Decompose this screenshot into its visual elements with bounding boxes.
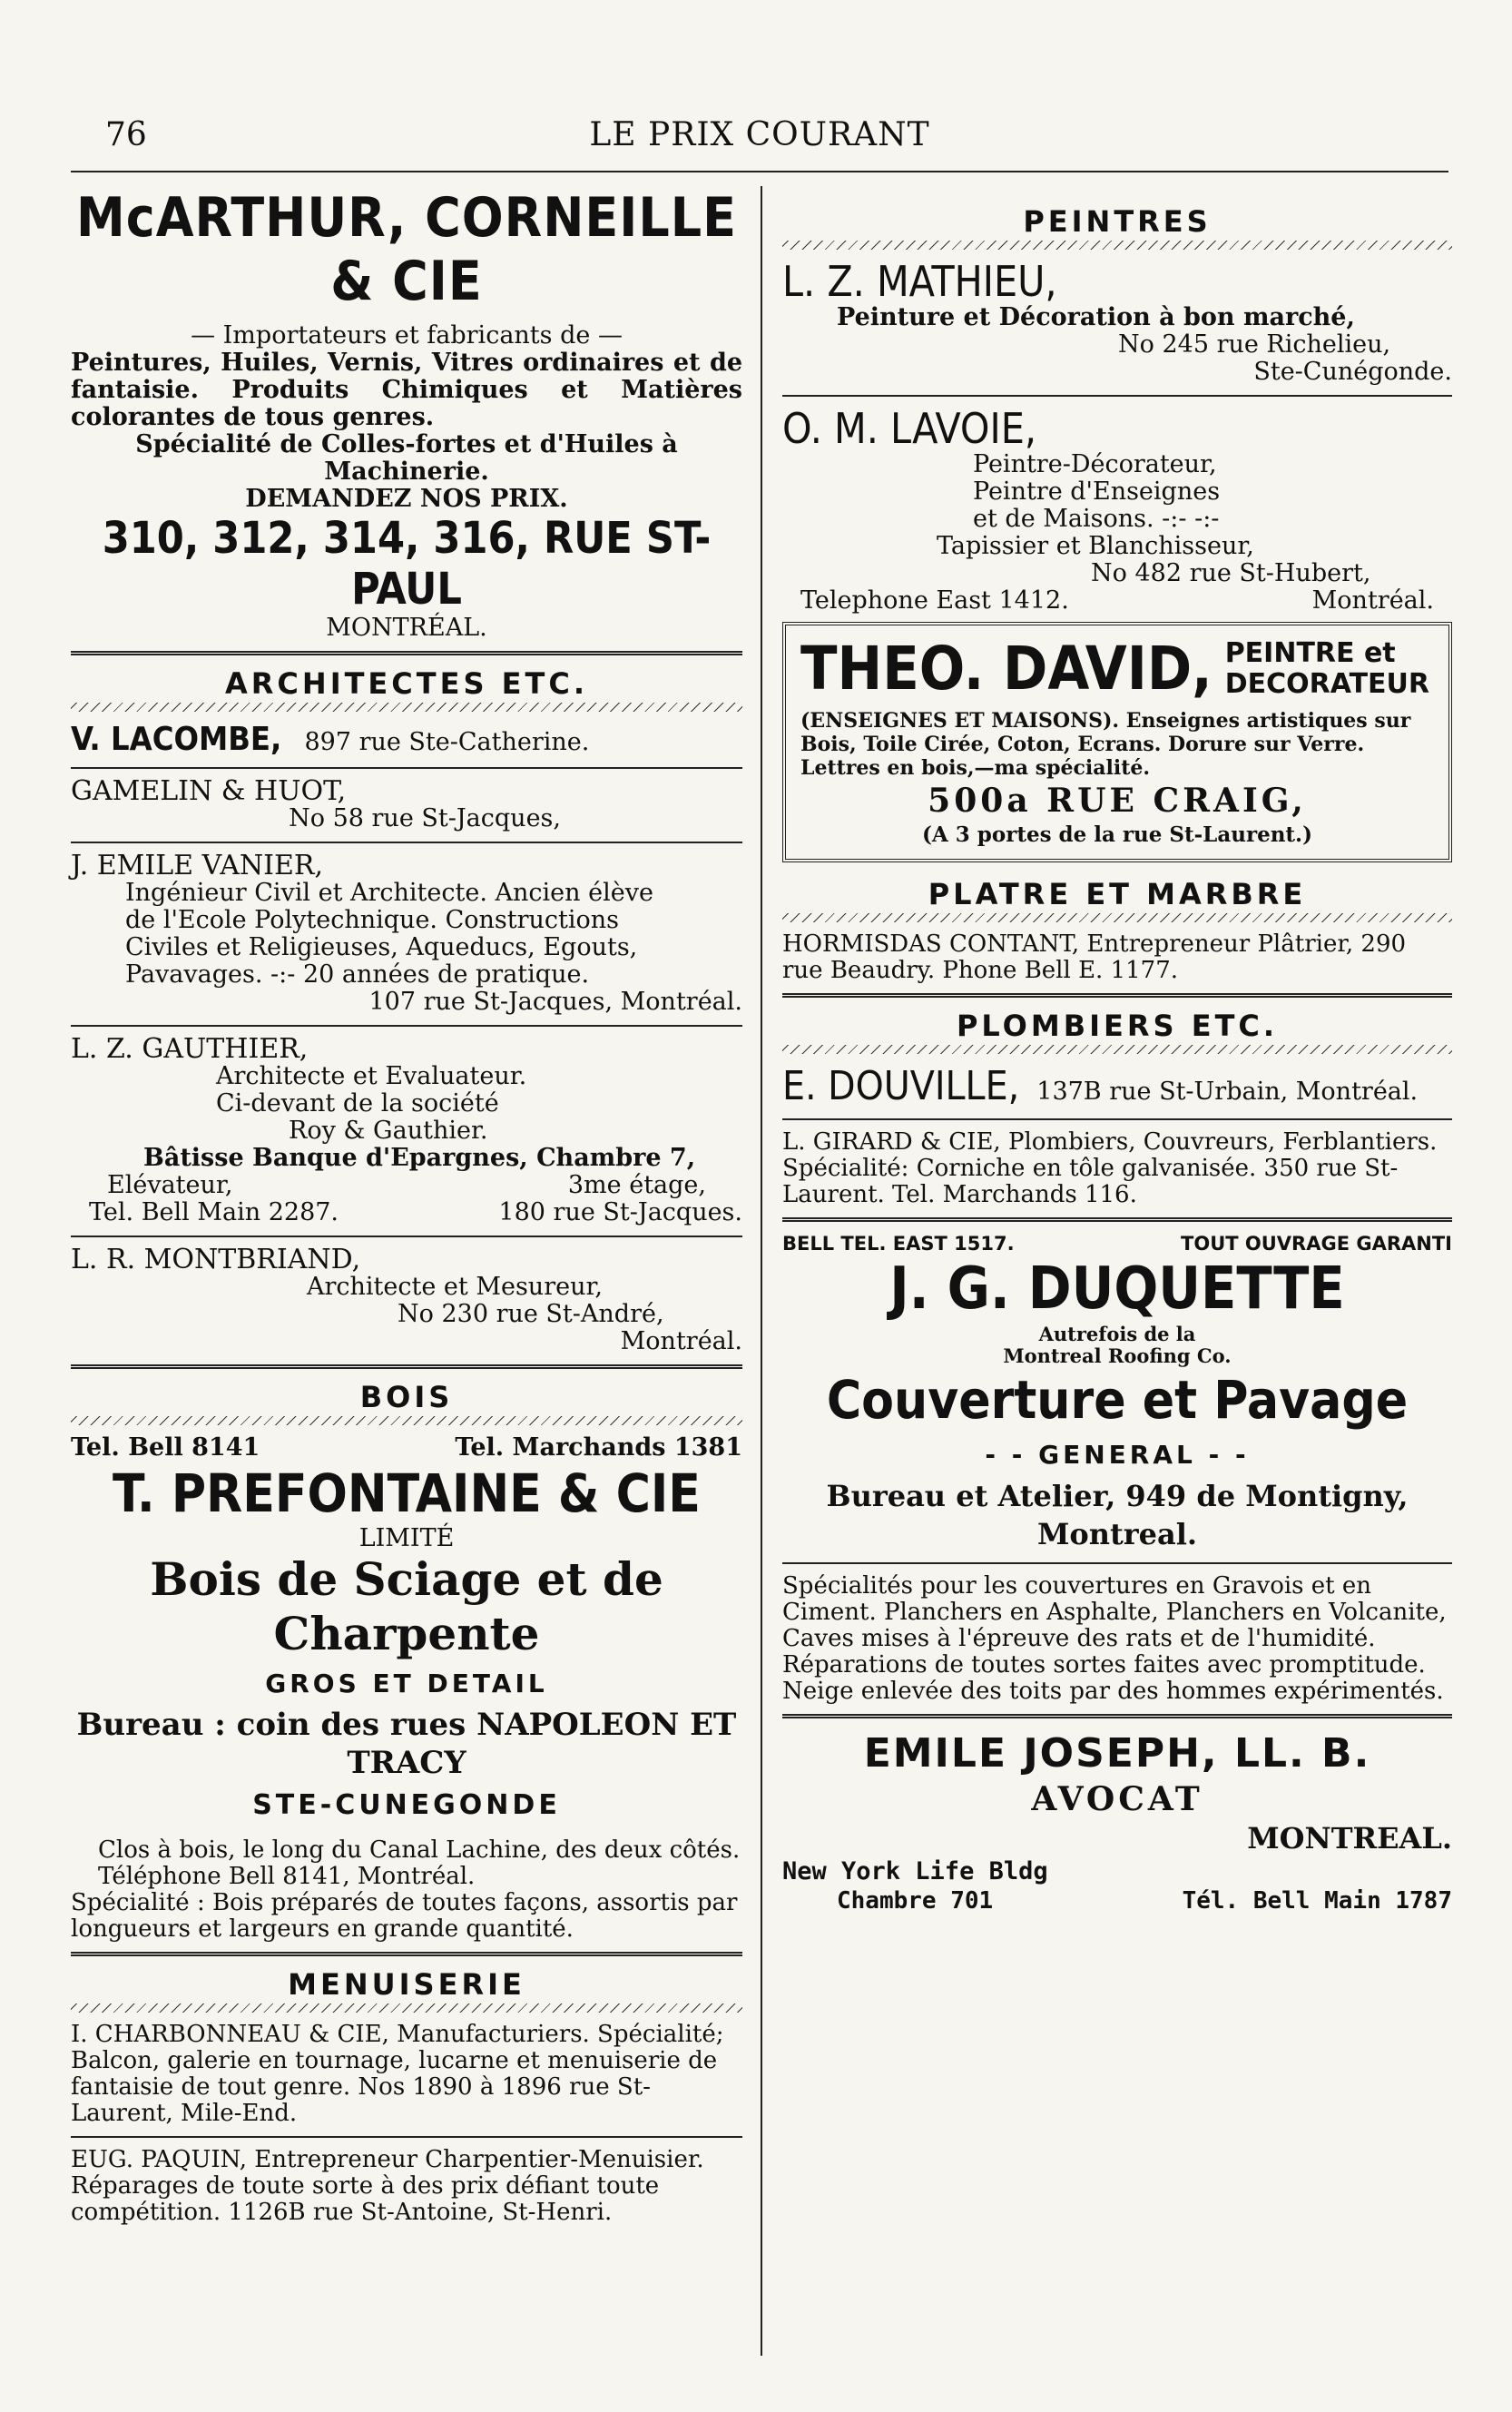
prefontaine-bureau: Bureau : coin des rues NAPOLEON ET TRACY xyxy=(76,1707,737,1781)
lavoie-line1: Peintre-Décorateur, xyxy=(973,450,1217,478)
lavoie-telephone: Telephone East 1412. xyxy=(800,586,1069,615)
david-role1: PEINTRE et xyxy=(1224,637,1396,669)
mcarthur-ask: DEMANDEZ NOS PRIX. xyxy=(245,485,568,513)
joseph-tel: Tél. Bell Main 1787 xyxy=(1182,1887,1452,1915)
rule xyxy=(782,395,1452,397)
rule xyxy=(782,1118,1452,1120)
duquette-header xyxy=(782,1233,1452,1255)
mcarthur-specialty: Spécialité de Colles-fortes et d'Huiles à Machinerie. xyxy=(135,430,678,486)
duquette-tel: BELL TEL. EAST 1517. xyxy=(782,1233,1015,1255)
duquette-couverture: Couverture et Pavage xyxy=(826,1369,1409,1431)
gauthier-line5a: Elévateur, xyxy=(107,1171,233,1199)
montbriand-name: L. R. MONTBRIAND, xyxy=(71,1244,361,1275)
rule xyxy=(71,1952,742,1958)
gauthier-ad xyxy=(71,1033,742,1226)
lavoie-city: Montréal. xyxy=(1311,586,1434,615)
gauthier-name: L. Z. GAUTHIER, xyxy=(71,1033,309,1065)
mathieu-line3: Ste-Cunégonde. xyxy=(1253,358,1452,386)
rule xyxy=(71,1236,742,1237)
duquette-ad xyxy=(782,1233,1452,1705)
rule xyxy=(782,1714,1452,1720)
mcarthur-tagline: — Importateurs et fabricants de — xyxy=(191,321,623,349)
duquette-name: J. G. DUQUETTE xyxy=(889,1255,1345,1323)
girard-ad: L. GIRARD & CIE, Plombiers, Couvreurs, Ferblantiers. Spécialité: Corniche en tôle galvanisée. 350 rue St-Laurent. Tel. Marchands 116. xyxy=(782,1128,1438,1208)
vanier-name: J. EMILE VANIER, xyxy=(71,850,324,881)
mcarthur-ad xyxy=(71,186,742,642)
duquette-bureau: Bureau et Atelier, 949 de Montigny, Montreal. xyxy=(826,1479,1409,1551)
wavy-rule xyxy=(782,1045,1452,1054)
david-roles xyxy=(1225,638,1429,700)
gamelin-address: No 58 rue St-Jacques, xyxy=(289,804,561,832)
prefontaine-bois: Bois de Sciage et de Charpente xyxy=(150,1552,663,1660)
section-bois: BOIS xyxy=(359,1380,454,1414)
duquette-garanti: TOUT OUVRAGE GARANTI xyxy=(1181,1233,1452,1255)
rule xyxy=(71,2136,742,2138)
right-column xyxy=(782,186,1452,2367)
wavy-rule xyxy=(71,2003,742,2013)
david-role2: DECORATEUR xyxy=(1224,668,1430,700)
left-column xyxy=(71,186,742,2367)
rule xyxy=(71,1364,742,1371)
david-note: (A 3 portes de la rue St-Laurent.) xyxy=(922,822,1312,847)
duquette-general: - - GENERAL - - xyxy=(985,1440,1250,1470)
montbriand-line2: No 230 rue St-André, xyxy=(398,1300,664,1328)
mcarthur-address: 310, 312, 314, 316, RUE ST-PAUL xyxy=(102,513,712,615)
duquette-p3: Neige enlevée des toits par des hommes expérimentés. xyxy=(782,1678,1444,1705)
gamelin-ad xyxy=(71,775,742,832)
prefontaine-ste: STE-CUNEGONDE xyxy=(252,1789,561,1821)
section-peintres: PEINTRES xyxy=(1023,204,1212,239)
prefontaine-name: T. PREFONTAINE & CIE xyxy=(113,1462,701,1524)
joseph-footer xyxy=(782,1887,1452,1915)
contant-ad: HORMISDAS CONTANT, Entrepreneur Plâtrier, 290 rue Beaudry. Phone Bell E. 1177. xyxy=(782,930,1407,984)
lavoie-line3: et de Maisons. -:- -:- xyxy=(973,505,1220,533)
rule xyxy=(71,767,742,769)
david-ad-box xyxy=(782,622,1452,862)
prefontaine-limite: LIMITÉ xyxy=(358,1524,455,1552)
prefontaine-gros: GROS ET DETAIL xyxy=(265,1669,548,1698)
joseph-ad xyxy=(782,1729,1452,1915)
section-menuiserie: MENUISERIE xyxy=(288,1967,525,2002)
wavy-rule xyxy=(71,1416,742,1425)
douville-name: E. DOUVILLE, xyxy=(782,1063,1020,1109)
gauthier-line6b: 180 rue St-Jacques. xyxy=(498,1198,742,1226)
gauthier-line3: Roy & Gauthier. xyxy=(289,1117,488,1145)
gauthier-line6a: Tel. Bell Main 2287. xyxy=(89,1198,339,1226)
duquette-p1: Spécialités pour les couvertures en Gravois et en Ciment. Planchers en Asphalte, Planchers en Volcanite, Caves mises à l'épreuve des rats et de l'humidité. xyxy=(782,1572,1447,1652)
duquette-autrefois: Autrefois de la xyxy=(1038,1323,1196,1345)
duquette-p2: Réparations de toutes sortes faites avec promptitude. xyxy=(782,1651,1426,1679)
section-platre: PLATRE ET MARBRE xyxy=(928,877,1307,911)
column-divider xyxy=(761,186,762,2356)
prefontaine-spec: Spécialité : Bois préparés de toutes façons, assortis par longueurs et largeurs en grande quantité. xyxy=(71,1889,738,1943)
gamelin-name: GAMELIN & HUOT, xyxy=(71,775,347,807)
section-plombiers: PLOMBIERS ETC. xyxy=(956,1009,1279,1043)
mathieu-name: L. Z. MATHIEU, xyxy=(782,257,1057,306)
mcarthur-city: MONTRÉAL. xyxy=(326,614,487,642)
joseph-name: EMILE JOSEPH, LL. B. xyxy=(863,1730,1371,1777)
mathieu-line2: No 245 rue Richelieu, xyxy=(1118,330,1391,359)
douville-address: 137B rue St-Urbain, Montréal. xyxy=(1036,1078,1419,1106)
rule xyxy=(782,1562,1452,1564)
lavoie-line4: Tapissier et Blanchisseur, xyxy=(937,532,1254,560)
wavy-rule xyxy=(782,241,1452,250)
duquette-roofing: Montreal Roofing Co. xyxy=(1003,1344,1232,1367)
montbriand-ad xyxy=(71,1246,742,1355)
prefontaine-clos: Clos à bois, le long du Canal Lachine, des deux côtés. Téléphone Bell 8141, Montréal. xyxy=(98,1836,741,1890)
joseph-bldg: New York Life Bldg xyxy=(782,1857,1048,1885)
prefontaine-tel-marchands: Tel. Marchands 1381 xyxy=(455,1433,742,1462)
lavoie-name: O. M. LAVOIE, xyxy=(782,404,1036,453)
douville-ad xyxy=(782,1063,1452,1109)
mcarthur-name: McARTHUR, CORNEILLE & CIE xyxy=(75,186,738,313)
lavoie-line2: Peintre d'Enseignes xyxy=(973,477,1221,506)
gauthier-line5 xyxy=(71,1172,742,1199)
paquin-ad: EUG. PAQUIN, Entrepreneur Charpentier-Menuisier. Réparages de toute sorte à des prix défiant toute compétition. 1126B rue St-Antoine, St-Henri. xyxy=(71,2146,704,2226)
mathieu-ad xyxy=(782,259,1452,386)
vanier-text: Ingénieur Civil et Architecte. Ancien élève de l'Ecole Polytechnique. Constructions Civiles et Religieuses, Aqueducs, Egouts, Pavavages. -:- 20 années de pratique. xyxy=(125,879,653,989)
david-address: 500a RUE CRAIG, xyxy=(928,782,1307,820)
mathieu-line1: Peinture et Décoration à bon marché, xyxy=(837,303,1355,331)
prefontaine-tel-bell: Tel. Bell 8141 xyxy=(71,1433,260,1462)
vanier-ad xyxy=(71,852,742,1016)
montbriand-line3: Montréal. xyxy=(620,1327,742,1355)
prefontaine-tels xyxy=(71,1434,742,1462)
charbonneau-ad: I. CHARBONNEAU & CIE, Manufacturiers. Spécialité; Balcon, galerie en tournage, lucarne et menuiserie de fantaisie de tout genre. Nos 1890 à 1896 rue St-Laurent, Mile-End. xyxy=(71,2021,724,2127)
gauthier-line6 xyxy=(71,1199,742,1226)
lavoie-line5: No 482 rue St-Hubert, xyxy=(1091,559,1371,587)
page-title: LE PRIX COURANT xyxy=(589,116,930,153)
page-header xyxy=(71,116,1448,156)
rule xyxy=(71,651,742,657)
david-header xyxy=(800,636,1434,702)
lavoie-line6 xyxy=(782,587,1452,615)
wavy-rule xyxy=(71,703,742,712)
gauthier-line5b: 3me étage, xyxy=(567,1171,706,1199)
wavy-rule xyxy=(782,913,1452,922)
joseph-avocat: AVOCAT xyxy=(1031,1780,1203,1818)
section-architectes: ARCHITECTES ETC. xyxy=(225,666,588,701)
rule xyxy=(782,993,1452,999)
gauthier-line4: Bâtisse Banque d'Epargnes, Chambre 7, xyxy=(143,1144,696,1172)
rule xyxy=(782,1217,1452,1224)
lacombe-name: V. LACOMBE, xyxy=(71,721,282,758)
page-number: 76 xyxy=(105,116,147,153)
header-rule xyxy=(71,171,1448,172)
rule xyxy=(71,1025,742,1027)
joseph-chambre: Chambre 701 xyxy=(837,1887,994,1915)
rule xyxy=(71,842,742,843)
prefontaine-ad xyxy=(71,1434,742,1943)
gauthier-line1: Architecte et Evaluateur. xyxy=(216,1062,527,1090)
mcarthur-products: Peintures, Huiles, Vernis, Vitres ordinaires et de fantaisie. Produits Chimiques et Matières colorantes de tous genres. xyxy=(71,349,742,431)
montbriand-line1: Architecte et Mesureur, xyxy=(307,1273,603,1301)
vanier-address: 107 rue St-Jacques, Montréal. xyxy=(368,988,742,1016)
lacombe-ad xyxy=(71,721,742,758)
david-name: THEO. DAVID, xyxy=(800,634,1213,704)
david-text: (ENSEIGNES ET MAISONS). Enseignes artistiques sur Bois, Toile Cirée, Coton, Ecrans. Dorure sur Verre. Lettres en bois,—ma spécialité. xyxy=(800,709,1411,780)
gauthier-line2: Ci-devant de la société xyxy=(216,1089,499,1117)
joseph-city: MONTREAL. xyxy=(1247,1821,1452,1856)
lavoie-ad xyxy=(782,406,1452,615)
lacombe-address: 897 rue Ste-Catherine. xyxy=(304,728,590,756)
